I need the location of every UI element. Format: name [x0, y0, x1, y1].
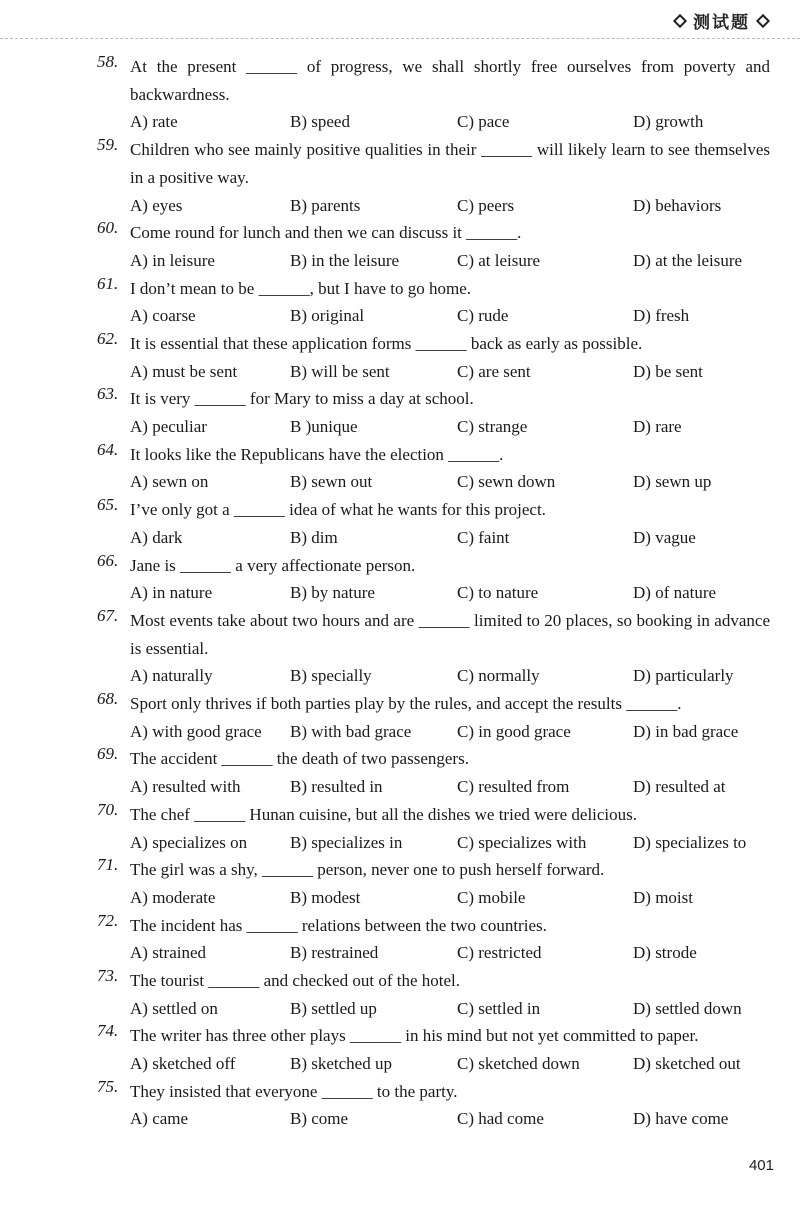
question-number: 71. [97, 855, 119, 875]
answer-option-b: B) restrained [290, 943, 379, 963]
answer-option-a: A) with good grace [130, 721, 262, 741]
answer-option-d: D) sketched out [633, 1054, 741, 1074]
question-number: 68. [97, 689, 119, 709]
answer-option-b: B) original [290, 306, 365, 326]
question-number: 61. [97, 273, 119, 293]
answer-option-b: B) modest [290, 887, 361, 907]
question-number: 69. [97, 744, 119, 764]
question-item [97, 495, 770, 551]
answer-option-a: A) coarse [130, 306, 196, 326]
answer-option-d: D) strode [633, 943, 697, 963]
answer-options [130, 718, 770, 746]
question-item [97, 52, 770, 136]
page-number: 401 [748, 1157, 774, 1174]
answer-option-b: B) sketched up [290, 1054, 392, 1074]
answer-option-a: A) naturally [130, 666, 213, 686]
answer-option-a: A) rate [130, 112, 178, 132]
answer-option-c: C) faint [457, 527, 510, 547]
answer-option-a: A) in leisure [130, 250, 215, 270]
question-stem: Jane is ______ a very affectionate person. [130, 555, 416, 575]
question-item [97, 1021, 770, 1077]
answer-options [130, 662, 770, 690]
answer-option-c: C) specializes with [457, 832, 587, 852]
answer-options [130, 108, 770, 136]
answer-option-a: A) settled on [130, 998, 218, 1018]
answer-option-b: B) resulted in [290, 777, 383, 797]
diamond-icon [756, 13, 770, 27]
question-stem: Children who see mainly positive qualities in their ______ will likely learn to see themselves in a positive way. [130, 140, 770, 187]
question-item [97, 689, 770, 745]
page-header [671, 8, 772, 33]
answer-option-c: C) to nature [457, 583, 539, 603]
answer-options [130, 524, 770, 552]
answer-option-d: D) growth [633, 112, 704, 132]
answer-option-d: D) at the leisure [633, 250, 743, 270]
answer-option-c: C) are sent [457, 361, 531, 381]
question-stem: The tourist ______ and checked out of the hotel. [130, 970, 460, 990]
answer-options [130, 413, 770, 441]
answer-option-a: A) specializes on [130, 832, 248, 852]
answer-option-b: B) with bad grace [290, 721, 412, 741]
question-item [97, 550, 770, 607]
answer-option-d: D) in bad grace [633, 721, 739, 741]
answer-option-d: D) sewn up [633, 472, 712, 492]
question-item [97, 273, 770, 330]
answer-option-c: C) had come [457, 1109, 544, 1129]
question-number: 74. [97, 1021, 119, 1041]
answer-options [130, 192, 770, 220]
question-item [97, 218, 770, 274]
answer-option-b: B) sewn out [290, 472, 373, 492]
question-item [97, 605, 770, 690]
question-stem: It is very ______ for Mary to miss a day at school. [130, 389, 474, 409]
question-stem: The girl was a shy, ______ person, never one to push herself forward. [130, 860, 605, 880]
answer-option-c: C) normally [457, 666, 540, 686]
answer-options [130, 1050, 770, 1078]
answer-option-d: D) fresh [633, 306, 690, 326]
question-stem: At the present ______ of progress, we shall shortly free ourselves from poverty and backwardness. [130, 57, 770, 104]
question-number: 59. [97, 135, 119, 155]
question-number: 70. [97, 799, 119, 819]
question-stem: Most events take about two hours and are ______ limited to 20 places, so booking in advance is essential. [130, 610, 770, 658]
answer-option-a: A) moderate [130, 887, 216, 907]
answer-option-b: B) will be sent [290, 361, 390, 381]
question-stem: I don’t mean to be ______, but I have to go home. [130, 278, 472, 298]
answer-options [130, 995, 770, 1023]
answer-option-c: C) rude [457, 306, 509, 326]
question-number: 60. [97, 218, 119, 238]
answer-options [130, 302, 770, 330]
answer-option-c: C) sewn down [457, 472, 556, 492]
answer-option-d: D) particularly [633, 666, 734, 686]
question-number: 64. [97, 439, 119, 459]
question-number: 65. [97, 495, 119, 515]
answer-option-d: D) specializes to [633, 832, 747, 852]
question-list [0, 53, 800, 1133]
answer-option-c: C) mobile [457, 887, 526, 907]
question-item [97, 910, 770, 967]
question-item [97, 328, 770, 385]
answer-option-b: B) settled up [290, 998, 377, 1018]
answer-option-c: C) pace [457, 112, 510, 132]
question-item [97, 1076, 770, 1133]
answer-options [130, 829, 770, 857]
answer-option-c: C) in good grace [457, 721, 571, 741]
answer-option-a: A) sewn on [130, 472, 209, 492]
answer-option-c: C) at leisure [457, 250, 541, 270]
answer-option-c: C) resulted from [457, 777, 570, 797]
question-stem: Sport only thrives if both parties play by the rules, and accept the results ______. [130, 694, 682, 714]
answer-options [130, 247, 770, 275]
answer-option-a: A) must be sent [130, 361, 238, 381]
question-number: 63. [97, 384, 119, 404]
answer-option-b: B) in the leisure [290, 250, 400, 270]
answer-option-c: C) peers [457, 195, 515, 215]
question-item [97, 965, 770, 1022]
diamond-icon [673, 13, 687, 27]
answer-option-d: D) resulted at [633, 777, 726, 797]
answer-option-a: A) strained [130, 943, 207, 963]
answer-option-d: D) rare [633, 417, 682, 437]
question-item [97, 135, 770, 219]
answer-option-c: C) restricted [457, 943, 542, 963]
answer-option-d: D) of nature [633, 583, 717, 603]
question-stem: They insisted that everyone ______ to the party. [130, 1081, 458, 1101]
question-number: 62. [97, 328, 119, 348]
answer-option-c: C) strange [457, 417, 528, 437]
answer-option-a: A) sketched off [130, 1054, 236, 1074]
answer-option-b: B) dim [290, 527, 338, 547]
question-stem: Come round for lunch and then we can discuss it ______. [130, 223, 522, 243]
question-stem: I’ve only got a ______ idea of what he wants for this project. [130, 500, 546, 520]
question-stem: It looks like the Republicans have the election ______. [130, 444, 504, 464]
answer-option-c: C) sketched down [457, 1054, 580, 1074]
answer-options [130, 1105, 770, 1133]
answer-option-d: D) moist [633, 887, 693, 907]
answer-option-b: B) by nature [290, 583, 375, 603]
question-number: 67. [97, 605, 119, 625]
question-item [97, 384, 770, 440]
answer-option-d: D) settled down [633, 998, 742, 1018]
header-divider [0, 38, 800, 40]
question-number: 58. [97, 52, 119, 71]
answer-option-d: D) vague [633, 527, 696, 547]
question-item [97, 855, 770, 911]
answer-option-b: B) specializes in [290, 832, 403, 852]
question-stem: It is essential that these application forms ______ back as early as possible. [130, 333, 643, 353]
question-number: 73. [97, 965, 119, 985]
question-stem: The incident has ______ relations between the two countries. [130, 915, 547, 935]
question-number: 72. [97, 910, 119, 930]
answer-options [130, 358, 770, 386]
answer-options [130, 468, 770, 496]
answer-option-a: A) in nature [130, 583, 213, 603]
answer-option-d: D) be sent [633, 361, 703, 381]
answer-option-a: A) eyes [130, 195, 183, 215]
question-number: 66. [97, 550, 119, 570]
answer-option-b: B) parents [290, 195, 361, 215]
question-number: 75. [97, 1076, 119, 1096]
question-item [97, 744, 770, 800]
answer-option-b: B) speed [290, 112, 350, 132]
answer-options [130, 773, 770, 801]
question-stem: The accident ______ the death of two passengers. [130, 749, 469, 769]
question-stem: The chef ______ Hunan cuisine, but all the dishes we tried were delicious. [130, 804, 638, 824]
answer-option-b: B) come [290, 1109, 349, 1129]
answer-option-b: B )unique [290, 417, 358, 437]
answer-option-a: A) dark [130, 527, 183, 547]
answer-options [130, 884, 770, 912]
answer-option-a: A) resulted with [130, 777, 241, 797]
answer-option-d: D) have come [633, 1109, 729, 1129]
answer-options [130, 939, 770, 967]
question-item [97, 439, 770, 496]
answer-option-a: A) peculiar [130, 417, 207, 437]
answer-option-d: D) behaviors [633, 195, 722, 215]
answer-option-b: B) specially [290, 666, 372, 686]
header-title: 测试题 [693, 13, 750, 33]
answer-options [130, 579, 770, 607]
question-item [97, 799, 770, 856]
question-stem: The writer has three other plays ______ in his mind but not yet committed to paper. [130, 1026, 699, 1046]
answer-option-c: C) settled in [457, 998, 541, 1018]
answer-option-a: A) came [130, 1109, 189, 1129]
